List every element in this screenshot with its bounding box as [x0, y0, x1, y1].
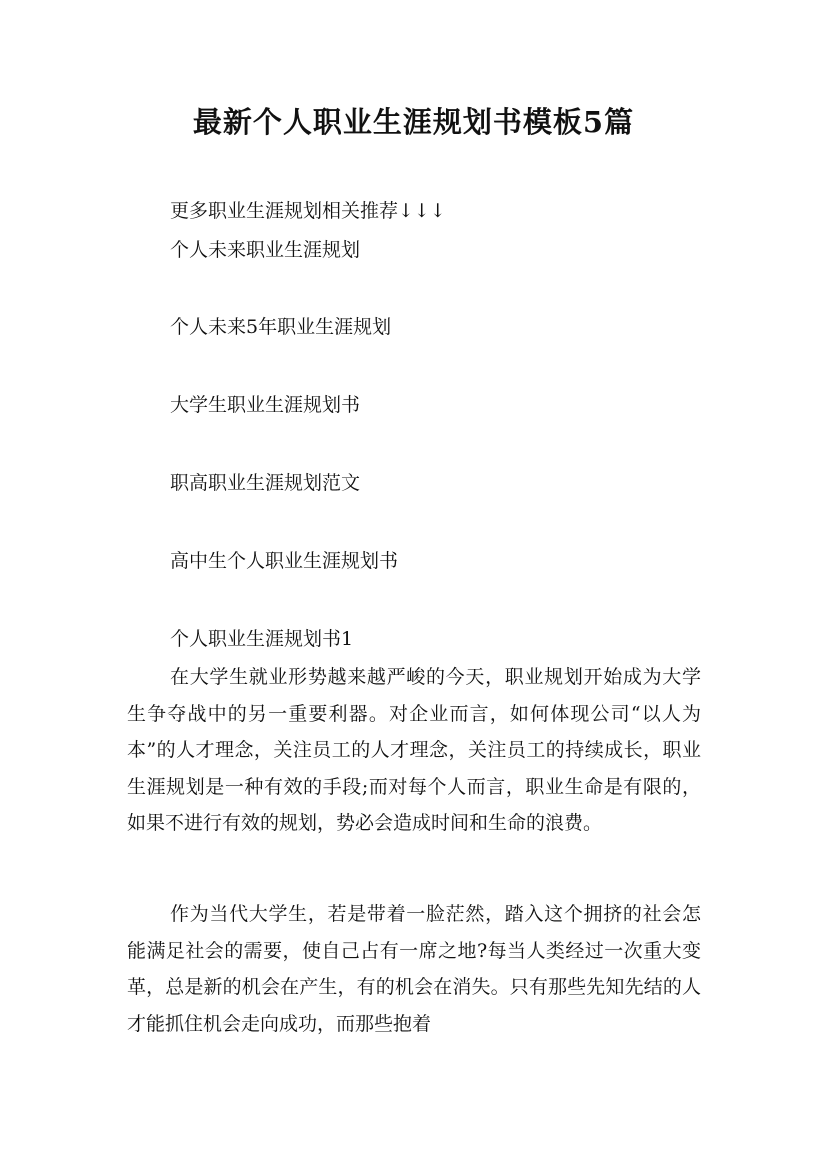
body-paragraph-1: 在大学生就业形势越来越严峻的今天，职业规划开始成为大学生争夺战中的另一重要利器。对企业而言，如何体现公司“以人为本”的人才理念，关注员工的人才理念，关注员工的持续成长，职业生涯规划是一种有效的手段;而对每个人而言，职业生命是有限的，如果不进行有效的规划，势必会造成时间和生命的浪费。 [127, 666, 701, 834]
section-heading: 个人职业生涯规划书1 [170, 628, 354, 650]
recommend-heading: 更多职业生涯规划相关推荐↓↓↓ [170, 200, 446, 222]
body-paragraph-2: 作为当代大学生，若是带着一脸茫然，踏入这个拥挤的社会怎能满足社会的需要，使自己占有一席之地?每当人类经过一次重大变革，总是新的机会在产生，有的机会在消失。只有那些先知先结的人才能抓住机会走向成功，而那些抱着 [127, 903, 701, 1035]
recommend-link-4[interactable]: 职高职业生涯规划范文 [170, 472, 361, 494]
recommend-link-5[interactable]: 高中生个人职业生涯规划书 [170, 550, 399, 572]
recommend-link-2[interactable]: 个人未来5年职业生涯规划 [170, 316, 392, 338]
document-title: 最新个人职业生涯规划书模板5篇 [192, 105, 635, 139]
recommend-link-1[interactable]: 个人未来职业生涯规划 [170, 239, 361, 261]
recommend-link-3[interactable]: 大学生职业生涯规划书 [170, 394, 361, 416]
